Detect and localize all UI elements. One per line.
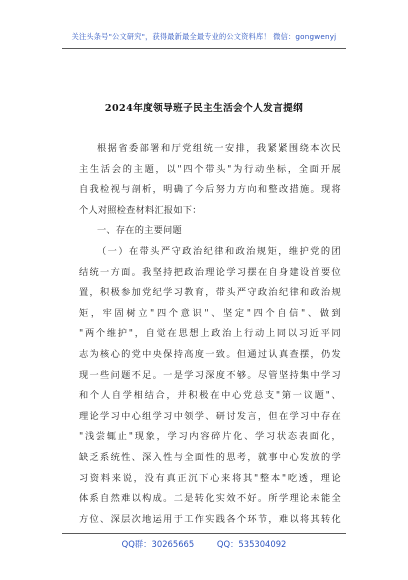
body-line: 方位、深层次地运用于工作实践各个环节，难以将其转化 (79, 513, 341, 525)
body-line: 结统一方面。我坚持把政治理论学习摆在自身建设首要位 (79, 266, 341, 278)
body-line: 习资料来说，没有真正沉下心来将其"整本"吃透，理论 (79, 472, 341, 484)
footer-qq: QQ：535304092 (216, 539, 287, 549)
document-body (79, 139, 341, 530)
body-line: 自我检视与剖析，明确了今后努力方向和整改措施。现将 (79, 184, 341, 196)
body-line: 个人对照检查材料汇报如下： (79, 204, 202, 216)
body-line: 志为核心的党中央保持高度一致。但通过认真查摆，仍发 (79, 348, 341, 360)
section-heading: 一、存在的主要问题 (97, 225, 182, 237)
footer-qq-group: QQ群：30265665 (121, 539, 195, 549)
document-title: 2024年度领导班子民主生活会个人发言提纲 (104, 103, 304, 114)
footer-divider (62, 533, 346, 534)
header-divider (62, 48, 346, 49)
body-line: 矩，牢固树立"四个意识"、坚定"四个自信"、做到 (79, 307, 341, 319)
footer-contact (0, 538, 408, 550)
body-line: "两个维护"，自觉在思想上政治上行动上同以习近平同 (79, 328, 341, 340)
body-line: "浅尝辄止"现象，学习内容碎片化、学习状态表面化， (79, 431, 341, 443)
body-line: 缺乏系统性、深入性与全面性的思考，就事中心发放的学 (79, 451, 341, 463)
body-line: 体系自然难以构成。二是转化实效不好。所学理论未能全 (79, 493, 341, 505)
body-line: 主生活会的主题，以"四个带头"为行动坐标，全面开展 (79, 163, 341, 175)
body-line: （一）在带头严守政治纪律和政治规矩，维护党的团 (97, 245, 341, 257)
body-line: 根据省委部署和厅党组统一安排，我紧紧围绕本次民 (97, 143, 341, 154)
body-line: 理论学习中心组学习中领学、研讨发言，但在学习中存在 (79, 410, 341, 422)
body-line: 和个人自学相结合，并积极在中心党总支"第一议题"、 (79, 390, 341, 402)
body-line: 置，积极参加党纪学习教育，带头严守政治纪律和政治规 (79, 287, 341, 299)
header-note: 关注头条号"公文研究"，获得最新最全最专业的公文资料库！ 微信：gongwenyj (71, 32, 337, 41)
body-line: 现一些问题不足。一是学习深度不够。尽管坚持集中学习 (79, 369, 341, 381)
